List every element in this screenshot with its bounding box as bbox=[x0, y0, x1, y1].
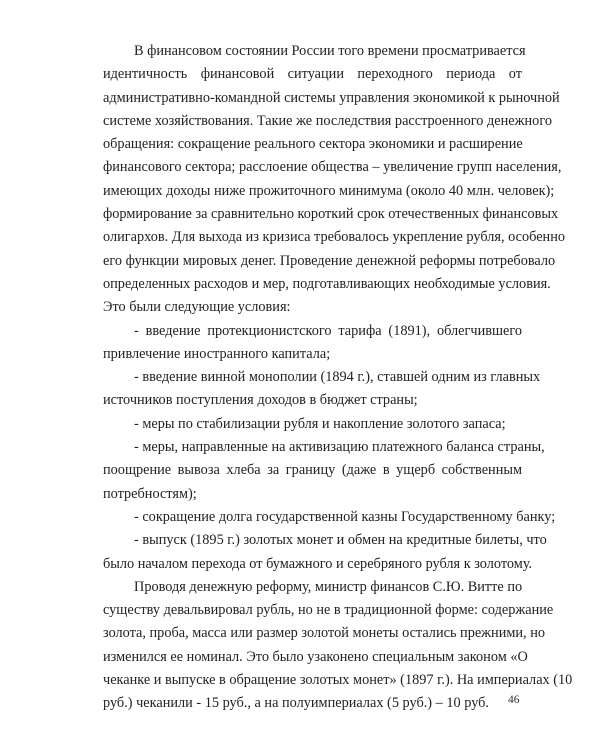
list-item-tariff bbox=[103, 320, 522, 367]
text-line: определенных расходов и мер, подготавливающих необходимые условия. bbox=[103, 275, 551, 292]
text-line: существу девальвировал рубль, но не в традиционной форме: содержание bbox=[103, 602, 554, 619]
text-line: формирование за сравнительно короткий срок отечественных финансовых bbox=[103, 206, 559, 223]
text-line: олигархов. Для выхода из кризиса требовалось укрепление рубля, особенно bbox=[103, 229, 566, 246]
text-line: - выпуск (1895 г.) золотых монет и обмен на кредитные билеты, что bbox=[134, 532, 547, 549]
text-line: идентичность финансовой ситуации переходного периода от bbox=[103, 66, 522, 83]
paragraph-intro bbox=[103, 40, 566, 320]
text-line: руб.) чеканили - 15 руб., а на полуимпериалах (5 руб.) – 10 руб. bbox=[103, 695, 490, 712]
text-line: В финансовом состоянии России того времени просматривается bbox=[134, 43, 526, 59]
text-line: системе хозяйствования. Такие же последствия расстроенного денежного bbox=[103, 112, 552, 129]
paragraph-witte-reform bbox=[103, 576, 573, 716]
text-line: золота, проба, масса или размер золотой монеты остались прежними, но bbox=[103, 625, 546, 642]
list-item-stabilization bbox=[103, 413, 522, 436]
text-line: - введение винной монополии (1894 г.), ставшей одним из главных bbox=[134, 369, 541, 386]
text-line: потребностям); bbox=[103, 485, 197, 502]
body-text bbox=[103, 40, 573, 716]
text-line: Это были следующие условия: bbox=[103, 299, 291, 316]
list-item-gold-coins bbox=[103, 529, 547, 576]
text-line: - введение протекционистского тарифа (1891), облегчившего bbox=[134, 322, 522, 339]
text-line: финансового сектора; расслоение общества – увеличение групп населения, bbox=[103, 159, 562, 176]
text-line: поощрение вывоза хлеба за границу (даже в ущерб собственным bbox=[103, 462, 522, 479]
list-item-wine-monopoly bbox=[103, 366, 541, 413]
text-line: его функции мировых денег. Проведение денежной реформы потребовало bbox=[103, 252, 556, 269]
text-line: - меры по стабилизации рубля и накопление золотого запаса; bbox=[134, 415, 506, 432]
text-line: привлечение иностранного капитала; bbox=[103, 345, 331, 362]
text-line: Проводя денежную реформу, министр финансов С.Ю. Витте по bbox=[134, 578, 523, 595]
text-line: административно-командной системы управления экономикой к рыночной bbox=[103, 89, 560, 106]
text-line: источников поступления доходов в бюджет страны; bbox=[103, 392, 418, 409]
text-line: имеющих доходы ниже прожиточного минимума (около 40 млн. человек); bbox=[103, 182, 555, 199]
text-line: изменился ее номинал. Это было узаконено специальным законом «О bbox=[103, 648, 528, 665]
list-item-debt-reduction bbox=[103, 506, 556, 529]
text-line: было началом перехода от бумажного и серебряного рубля к золотому. bbox=[103, 555, 533, 572]
list-item-payment-balance bbox=[103, 436, 545, 506]
text-line: - меры, направленные на активизацию платежного баланса страны, bbox=[134, 439, 545, 456]
text-line: - сокращение долга государственной казны Государственному банку; bbox=[134, 508, 556, 525]
page-number: 46 bbox=[508, 694, 520, 706]
text-line: чеканке и выпуске в обращение золотых монет» (1897 г.). На империалах (10 bbox=[103, 672, 573, 689]
text-line: обращения: сокращение реального сектора экономики и расширение bbox=[103, 136, 523, 153]
